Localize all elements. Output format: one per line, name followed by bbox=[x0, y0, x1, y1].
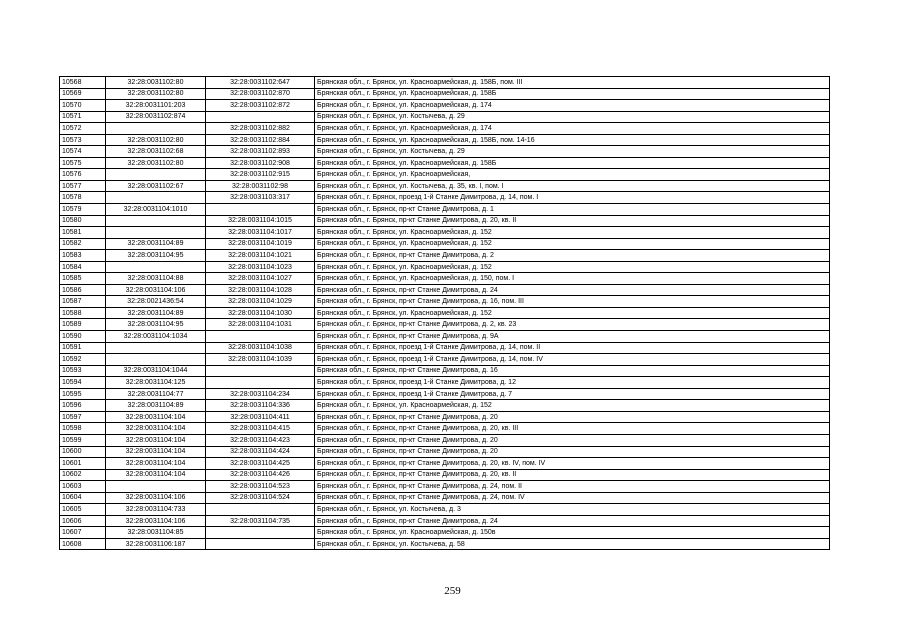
table-row bbox=[60, 123, 830, 135]
object-cadastral-number-cell: 32:28:0031102:893 bbox=[206, 146, 315, 158]
cadastral-number-cell bbox=[106, 192, 206, 204]
cadastral-number-cell: 32:28:0031102:67 bbox=[106, 180, 206, 192]
object-cadastral-number-cell: 32:28:0031104:415 bbox=[206, 423, 315, 435]
table-row bbox=[60, 77, 830, 89]
row-number-cell: 10590 bbox=[60, 331, 106, 343]
cadastral-number-cell bbox=[106, 481, 206, 493]
cadastral-number-cell: 32:28:0031104:104 bbox=[106, 469, 206, 481]
object-cadastral-number-cell: 32:28:0031104:424 bbox=[206, 446, 315, 458]
cadastral-number-cell: 32:28:0031104:104 bbox=[106, 411, 206, 423]
cadastral-number-cell bbox=[106, 227, 206, 239]
row-number-cell: 10586 bbox=[60, 284, 106, 296]
cadastral-number-cell: 32:28:0031101:203 bbox=[106, 100, 206, 112]
cadastral-number-cell bbox=[106, 123, 206, 135]
table-row bbox=[60, 354, 830, 366]
registry-table-body bbox=[60, 77, 830, 550]
address-cell: Брянская обл., г. Брянск, ул. Красноармейская, д. 158Б bbox=[315, 88, 830, 100]
row-number-cell: 10597 bbox=[60, 411, 106, 423]
object-cadastral-number-cell: 32:28:0031104:1029 bbox=[206, 296, 315, 308]
object-cadastral-number-cell: 32:28:0031104:1023 bbox=[206, 261, 315, 273]
row-number-cell: 10568 bbox=[60, 77, 106, 89]
row-number-cell: 10594 bbox=[60, 377, 106, 389]
table-row bbox=[60, 180, 830, 192]
object-cadastral-number-cell: 32:28:0031104:1019 bbox=[206, 238, 315, 250]
object-cadastral-number-cell: 32:28:0031104:234 bbox=[206, 388, 315, 400]
row-number-cell: 10603 bbox=[60, 481, 106, 493]
cadastral-number-cell: 32:28:0031104:1034 bbox=[106, 331, 206, 343]
table-row bbox=[60, 319, 830, 331]
address-cell: Брянская обл., г. Брянск, ул. Красноармейская, д. 150в bbox=[315, 527, 830, 539]
object-cadastral-number-cell bbox=[206, 331, 315, 343]
address-cell: Брянская обл., г. Брянск, пр-кт Станке Димитрова, д. 24 bbox=[315, 284, 830, 296]
object-cadastral-number-cell: 32:28:0031102:647 bbox=[206, 77, 315, 89]
address-cell: Брянская обл., г. Брянск, ул. Красноармейская, д. 158Б bbox=[315, 157, 830, 169]
cadastral-number-cell: 32:28:0031104:104 bbox=[106, 458, 206, 470]
row-number-cell: 10579 bbox=[60, 204, 106, 216]
object-cadastral-number-cell: 32:28:0031103:317 bbox=[206, 192, 315, 204]
table-row bbox=[60, 215, 830, 227]
cadastral-number-cell: 32:28:0031104:106 bbox=[106, 492, 206, 504]
cadastral-number-cell: 32:28:0031104:95 bbox=[106, 250, 206, 262]
object-cadastral-number-cell: 32:28:0031104:1015 bbox=[206, 215, 315, 227]
address-cell: Брянская обл., г. Брянск, пр-кт Станке Димитрова, д. 20, кв. II bbox=[315, 215, 830, 227]
object-cadastral-number-cell bbox=[206, 204, 315, 216]
object-cadastral-number-cell: 32:28:0031102:882 bbox=[206, 123, 315, 135]
table-row bbox=[60, 538, 830, 550]
address-cell: Брянская обл., г. Брянск, пр-кт Станке Димитрова, д. 24 bbox=[315, 515, 830, 527]
object-cadastral-number-cell: 32:28:0031102:870 bbox=[206, 88, 315, 100]
object-cadastral-number-cell: 32:28:0031104:1017 bbox=[206, 227, 315, 239]
row-number-cell: 10595 bbox=[60, 388, 106, 400]
table-row bbox=[60, 342, 830, 354]
cadastral-number-cell: 32:28:0031104:733 bbox=[106, 504, 206, 516]
cadastral-number-cell: 32:28:0031104:85 bbox=[106, 527, 206, 539]
row-number-cell: 10588 bbox=[60, 307, 106, 319]
object-cadastral-number-cell: 32:28:0031102:908 bbox=[206, 157, 315, 169]
object-cadastral-number-cell: 32:28:0031104:336 bbox=[206, 400, 315, 412]
object-cadastral-number-cell: 32:28:0031102:872 bbox=[206, 100, 315, 112]
address-cell: Брянская обл., г. Брянск, пр-кт Станке Димитрова, д. 9А bbox=[315, 331, 830, 343]
cadastral-number-cell: 32:28:0031104:1044 bbox=[106, 365, 206, 377]
row-number-cell: 10582 bbox=[60, 238, 106, 250]
table-row bbox=[60, 365, 830, 377]
object-cadastral-number-cell bbox=[206, 527, 315, 539]
address-cell: Брянская обл., г. Брянск, ул. Красноармейская, д. 152 bbox=[315, 227, 830, 239]
table-row bbox=[60, 250, 830, 262]
row-number-cell: 10584 bbox=[60, 261, 106, 273]
address-cell: Брянская обл., г. Брянск, пр-кт Станке Димитрова, д. 16 bbox=[315, 365, 830, 377]
row-number-cell: 10592 bbox=[60, 354, 106, 366]
cadastral-number-cell: 32:28:0031104:95 bbox=[106, 319, 206, 331]
row-number-cell: 10580 bbox=[60, 215, 106, 227]
object-cadastral-number-cell: 32:28:0031104:426 bbox=[206, 469, 315, 481]
cadastral-number-cell: 32:28:0031104:106 bbox=[106, 515, 206, 527]
row-number-cell: 10585 bbox=[60, 273, 106, 285]
row-number-cell: 10605 bbox=[60, 504, 106, 516]
table-row bbox=[60, 411, 830, 423]
address-cell: Брянская обл., г. Брянск, пр-кт Станке Димитрова, д. 20 bbox=[315, 411, 830, 423]
row-number-cell: 10604 bbox=[60, 492, 106, 504]
cadastral-number-cell bbox=[106, 354, 206, 366]
row-number-cell: 10591 bbox=[60, 342, 106, 354]
property-registry-table bbox=[59, 76, 830, 550]
row-number-cell: 10573 bbox=[60, 134, 106, 146]
cadastral-number-cell: 32:28:0031104:77 bbox=[106, 388, 206, 400]
address-cell: Брянская обл., г. Брянск, пр-кт Станке Димитрова, д. 24, пом. II bbox=[315, 481, 830, 493]
row-number-cell: 10587 bbox=[60, 296, 106, 308]
address-cell: Брянская обл., г. Брянск, пр-кт Станке Димитрова, д. 20 bbox=[315, 434, 830, 446]
cadastral-number-cell: 32:28:0031104:1010 bbox=[106, 204, 206, 216]
table-row bbox=[60, 204, 830, 216]
row-number-cell: 10589 bbox=[60, 319, 106, 331]
object-cadastral-number-cell: 32:28:0031102:98 bbox=[206, 180, 315, 192]
cadastral-number-cell: 32:28:0031102:68 bbox=[106, 146, 206, 158]
object-cadastral-number-cell: 32:28:0031104:735 bbox=[206, 515, 315, 527]
address-cell: Брянская обл., г. Брянск, ул. Красноармейская, д. 158Б, пом. 14-16 bbox=[315, 134, 830, 146]
address-cell: Брянская обл., г. Брянск, ул. Костычева, д. 3 bbox=[315, 504, 830, 516]
cadastral-number-cell: 32:28:0031104:104 bbox=[106, 446, 206, 458]
row-number-cell: 10600 bbox=[60, 446, 106, 458]
address-cell: Брянская обл., г. Брянск, пр-кт Станке Димитрова, д. 24, пом. IV bbox=[315, 492, 830, 504]
address-cell: Брянская обл., г. Брянск, пр-кт Станке Димитрова, д. 2 bbox=[315, 250, 830, 262]
cadastral-number-cell: 32:28:0021436:54 bbox=[106, 296, 206, 308]
address-cell: Брянская обл., г. Брянск, пр-кт Станке Димитрова, д. 2, кв. 23 bbox=[315, 319, 830, 331]
table-row bbox=[60, 458, 830, 470]
table-row bbox=[60, 273, 830, 285]
table-row bbox=[60, 377, 830, 389]
table-row bbox=[60, 527, 830, 539]
address-cell: Брянская обл., г. Брянск, ул. Красноармейская, д. 174 bbox=[315, 100, 830, 112]
row-number-cell: 10583 bbox=[60, 250, 106, 262]
object-cadastral-number-cell: 32:28:0031104:524 bbox=[206, 492, 315, 504]
cadastral-number-cell: 32:28:0031104:89 bbox=[106, 238, 206, 250]
address-cell: Брянская обл., г. Брянск, пр-кт Станке Димитрова, д. 16, пом. III bbox=[315, 296, 830, 308]
object-cadastral-number-cell: 32:28:0031104:423 bbox=[206, 434, 315, 446]
row-number-cell: 10607 bbox=[60, 527, 106, 539]
table-row bbox=[60, 388, 830, 400]
address-cell: Брянская обл., г. Брянск, пр-кт Станке Димитрова, д. 20, кв. III bbox=[315, 423, 830, 435]
cadastral-number-cell: 32:28:0031104:89 bbox=[106, 307, 206, 319]
table-row bbox=[60, 400, 830, 412]
object-cadastral-number-cell: 32:28:0031104:523 bbox=[206, 481, 315, 493]
row-number-cell: 10577 bbox=[60, 180, 106, 192]
object-cadastral-number-cell: 32:28:0031102:884 bbox=[206, 134, 315, 146]
cadastral-number-cell: 32:28:0031104:104 bbox=[106, 434, 206, 446]
object-cadastral-number-cell: 32:28:0031102:915 bbox=[206, 169, 315, 181]
table-row bbox=[60, 296, 830, 308]
address-cell: Брянская обл., г. Брянск, ул. Костычева, д. 58 bbox=[315, 538, 830, 550]
address-cell: Брянская обл., г. Брянск, проезд 1-й Станке Димитрова, д. 14, пом. IV bbox=[315, 354, 830, 366]
object-cadastral-number-cell: 32:28:0031104:1028 bbox=[206, 284, 315, 296]
object-cadastral-number-cell: 32:28:0031104:1021 bbox=[206, 250, 315, 262]
table-row bbox=[60, 284, 830, 296]
table-row bbox=[60, 423, 830, 435]
row-number-cell: 10576 bbox=[60, 169, 106, 181]
cadastral-number-cell: 32:28:0031102:80 bbox=[106, 77, 206, 89]
cadastral-number-cell: 32:28:0031106:187 bbox=[106, 538, 206, 550]
table-row bbox=[60, 434, 830, 446]
table-row bbox=[60, 227, 830, 239]
row-number-cell: 10606 bbox=[60, 515, 106, 527]
table-row bbox=[60, 100, 830, 112]
object-cadastral-number-cell bbox=[206, 365, 315, 377]
address-cell: Брянская обл., г. Брянск, ул. Красноармейская, д. 152 bbox=[315, 238, 830, 250]
object-cadastral-number-cell bbox=[206, 111, 315, 123]
table-row bbox=[60, 134, 830, 146]
object-cadastral-number-cell: 32:28:0031104:1031 bbox=[206, 319, 315, 331]
row-number-cell: 10596 bbox=[60, 400, 106, 412]
cadastral-number-cell bbox=[106, 261, 206, 273]
row-number-cell: 10578 bbox=[60, 192, 106, 204]
row-number-cell: 10569 bbox=[60, 88, 106, 100]
table-row bbox=[60, 469, 830, 481]
cadastral-number-cell: 32:28:0031102:874 bbox=[106, 111, 206, 123]
row-number-cell: 10574 bbox=[60, 146, 106, 158]
cadastral-number-cell bbox=[106, 342, 206, 354]
row-number-cell: 10601 bbox=[60, 458, 106, 470]
address-cell: Брянская обл., г. Брянск, проезд 1-й Станке Димитрова, д. 14, пом. I bbox=[315, 192, 830, 204]
address-cell: Брянская обл., г. Брянск, пр-кт Станке Димитрова, д. 20 bbox=[315, 446, 830, 458]
address-cell: Брянская обл., г. Брянск, ул. Красноармейская, д. 152 bbox=[315, 261, 830, 273]
row-number-cell: 10570 bbox=[60, 100, 106, 112]
object-cadastral-number-cell: 32:28:0031104:1030 bbox=[206, 307, 315, 319]
table-row bbox=[60, 504, 830, 516]
table-row bbox=[60, 307, 830, 319]
address-cell: Брянская обл., г. Брянск, пр-кт Станке Димитрова, д. 20, кв. II bbox=[315, 469, 830, 481]
address-cell: Брянская обл., г. Брянск, пр-кт Станке Димитрова, д. 20, кв. IV, пом. IV bbox=[315, 458, 830, 470]
address-cell: Брянская обл., г. Брянск, проезд 1-й Станке Димитрова, д. 7 bbox=[315, 388, 830, 400]
table-row bbox=[60, 192, 830, 204]
object-cadastral-number-cell bbox=[206, 377, 315, 389]
table-row bbox=[60, 446, 830, 458]
object-cadastral-number-cell: 32:28:0031104:425 bbox=[206, 458, 315, 470]
row-number-cell: 10575 bbox=[60, 157, 106, 169]
cadastral-number-cell: 32:28:0031102:80 bbox=[106, 157, 206, 169]
address-cell: Брянская обл., г. Брянск, ул. Красноармейская, д. 152 bbox=[315, 307, 830, 319]
row-number-cell: 10608 bbox=[60, 538, 106, 550]
row-number-cell: 10572 bbox=[60, 123, 106, 135]
row-number-cell: 10581 bbox=[60, 227, 106, 239]
address-cell: Брянская обл., г. Брянск, пр-кт Станке Димитрова, д. 1 bbox=[315, 204, 830, 216]
address-cell: Брянская обл., г. Брянск, ул. Красноармейская, д. 174 bbox=[315, 123, 830, 135]
address-cell: Брянская обл., г. Брянск, проезд 1-й Станке Димитрова, д. 14, пом. II bbox=[315, 342, 830, 354]
table-row bbox=[60, 481, 830, 493]
row-number-cell: 10598 bbox=[60, 423, 106, 435]
cadastral-number-cell bbox=[106, 169, 206, 181]
cadastral-number-cell: 32:28:0031104:106 bbox=[106, 284, 206, 296]
address-cell: Брянская обл., г. Брянск, ул. Красноармейская, д. 152 bbox=[315, 400, 830, 412]
object-cadastral-number-cell: 32:28:0031104:411 bbox=[206, 411, 315, 423]
object-cadastral-number-cell: 32:28:0031104:1039 bbox=[206, 354, 315, 366]
table-row bbox=[60, 169, 830, 181]
table-row bbox=[60, 238, 830, 250]
address-cell: Брянская обл., г. Брянск, проезд 1-й Станке Димитрова, д. 12 bbox=[315, 377, 830, 389]
address-cell: Брянская обл., г. Брянск, ул. Костычева, д. 35, кв. I, пом. I bbox=[315, 180, 830, 192]
table-row bbox=[60, 515, 830, 527]
object-cadastral-number-cell bbox=[206, 504, 315, 516]
table-row bbox=[60, 146, 830, 158]
cadastral-number-cell: 32:28:0031104:88 bbox=[106, 273, 206, 285]
table-row bbox=[60, 88, 830, 100]
cadastral-number-cell: 32:28:0031104:89 bbox=[106, 400, 206, 412]
row-number-cell: 10599 bbox=[60, 434, 106, 446]
object-cadastral-number-cell: 32:28:0031104:1027 bbox=[206, 273, 315, 285]
cadastral-number-cell: 32:28:0031102:80 bbox=[106, 134, 206, 146]
cadastral-number-cell: 32:28:0031104:125 bbox=[106, 377, 206, 389]
table-row bbox=[60, 261, 830, 273]
address-cell: Брянская обл., г. Брянск, ул. Красноармейская, bbox=[315, 169, 830, 181]
object-cadastral-number-cell: 32:28:0031104:1038 bbox=[206, 342, 315, 354]
row-number-cell: 10593 bbox=[60, 365, 106, 377]
address-cell: Брянская обл., г. Брянск, ул. Костычева, д. 29 bbox=[315, 111, 830, 123]
table-row bbox=[60, 111, 830, 123]
row-number-cell: 10602 bbox=[60, 469, 106, 481]
table-row bbox=[60, 157, 830, 169]
object-cadastral-number-cell bbox=[206, 538, 315, 550]
page-number: 259 bbox=[444, 585, 461, 597]
address-cell: Брянская обл., г. Брянск, ул. Красноармейская, д. 150, пом. I bbox=[315, 273, 830, 285]
address-cell: Брянская обл., г. Брянск, ул. Костычева, д. 29 bbox=[315, 146, 830, 158]
cadastral-number-cell bbox=[106, 215, 206, 227]
address-cell: Брянская обл., г. Брянск, ул. Красноармейская, д. 158Б, пом. III bbox=[315, 77, 830, 89]
table-row bbox=[60, 492, 830, 504]
row-number-cell: 10571 bbox=[60, 111, 106, 123]
table-row bbox=[60, 331, 830, 343]
cadastral-number-cell: 32:28:0031104:104 bbox=[106, 423, 206, 435]
cadastral-number-cell: 32:28:0031102:80 bbox=[106, 88, 206, 100]
